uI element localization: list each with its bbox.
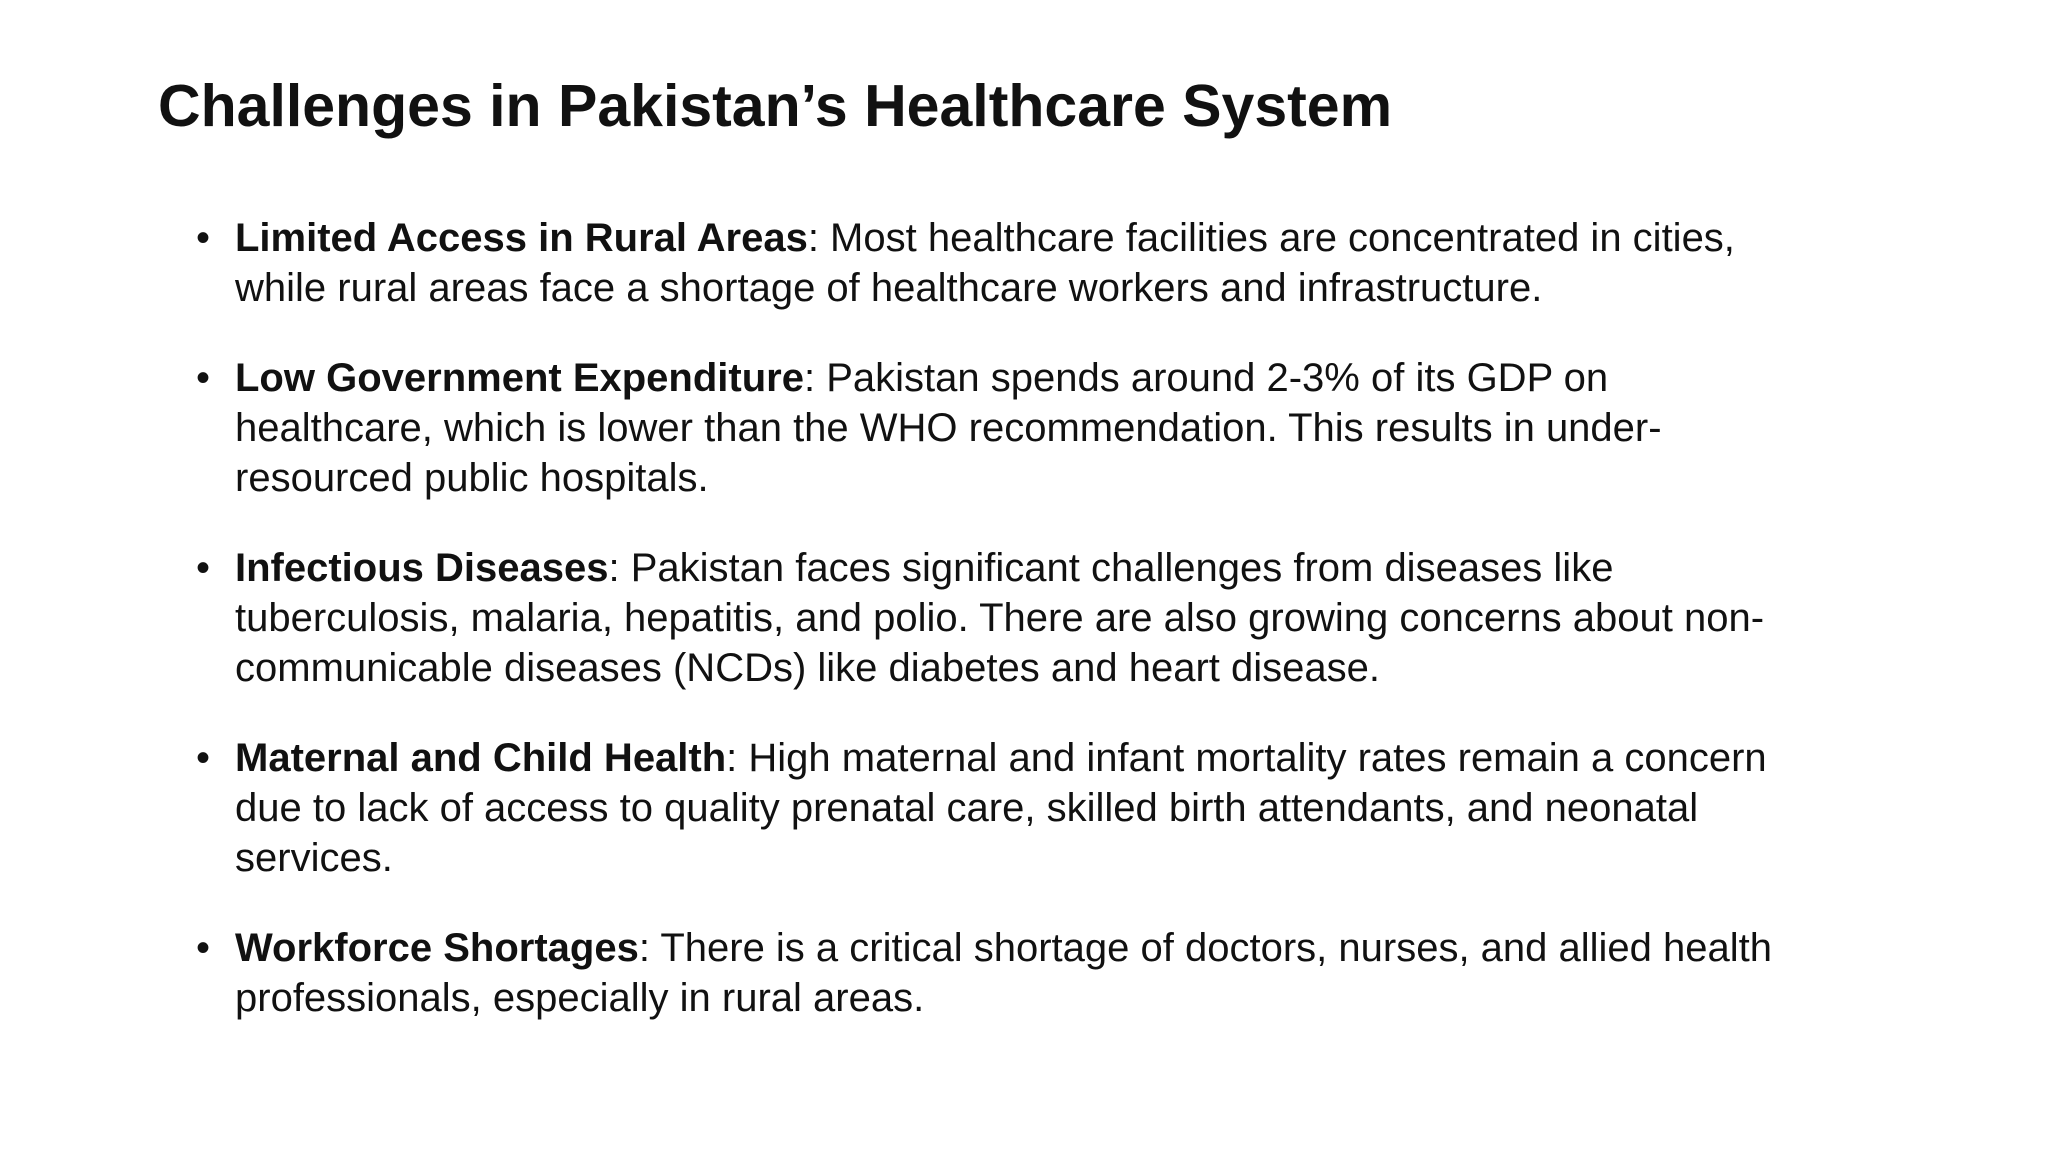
bullet-line-text: : Pakistan spends around 2-3% of its GDP on: [803, 356, 1609, 400]
bullet-icon: •: [196, 736, 211, 780]
slide-title: Challenges in Pakistan’s Healthcare System: [158, 73, 1393, 139]
bullet-line-text: resourced public hospitals.: [235, 456, 709, 500]
bullet-first-line: [235, 213, 1915, 263]
bullet-line-text: healthcare, which is lower than the WHO recommendation. This results in under-: [235, 406, 1662, 450]
bullet-icon: •: [196, 356, 211, 400]
bullet-text: [235, 733, 1915, 883]
bullet-first-line: [235, 353, 1915, 403]
bullet-line-text: : Most healthcare facilities are concentrated in cities,: [807, 216, 1735, 260]
bullet-first-line: [235, 923, 1915, 973]
bullet-label: Low Government Expenditure: [235, 356, 804, 400]
bullet-text: [235, 543, 1915, 693]
bullet-line-text: : Pakistan faces significant challenges from diseases like: [608, 546, 1614, 590]
bullet-text: [235, 923, 1915, 1023]
bullet-text: [235, 353, 1915, 503]
bullet-label: Infectious Diseases: [235, 546, 609, 590]
bullet-label: Limited Access in Rural Areas: [235, 216, 808, 260]
bullet-label: Workforce Shortages: [235, 926, 639, 970]
bullet-line-text: : There is a critical shortage of doctors, nurses, and allied health: [638, 926, 1773, 970]
bullet-first-line: [235, 733, 1915, 783]
bullet-icon: •: [196, 546, 211, 590]
bullet-line-text: professionals, especially in rural areas.: [235, 976, 925, 1020]
bullet-line-text: while rural areas face a shortage of healthcare workers and infrastructure.: [235, 266, 1543, 310]
bullet-text: [235, 213, 1915, 313]
bullet-line-text: communicable diseases (NCDs) like diabetes and heart disease.: [235, 646, 1380, 690]
bullet-line-text: due to lack of access to quality prenatal care, skilled birth attendants, and neonatal: [235, 786, 1699, 830]
bullet-line-text: services.: [235, 836, 393, 880]
bullet-line-text: tuberculosis, malaria, hepatitis, and polio. There are also growing concerns about non-: [235, 596, 1765, 640]
bullet-icon: •: [196, 216, 211, 260]
bullet-label: Maternal and Child Health: [235, 736, 727, 780]
bullet-icon: •: [196, 926, 211, 970]
bullet-first-line: [235, 543, 1915, 593]
bullet-line-text: : High maternal and infant mortality rates remain a concern: [726, 736, 1767, 780]
